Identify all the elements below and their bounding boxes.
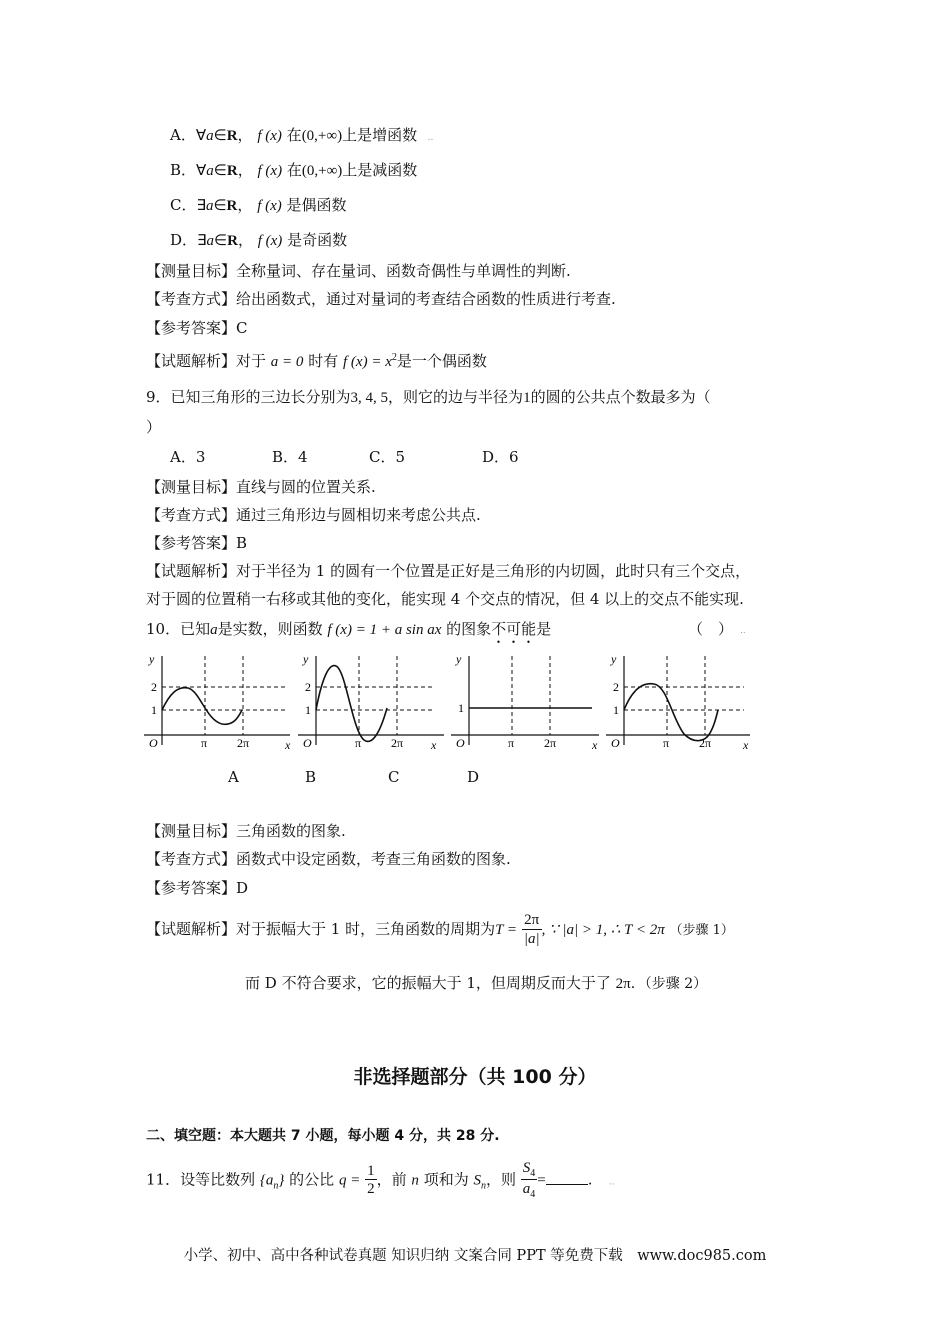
q9-option-a: A．3 — [170, 448, 206, 466]
fraction-q: $\frac{1}{2}$ — [367, 1162, 375, 1198]
tick-pi: π — [663, 736, 670, 750]
emphasis-dotted: 不可能 — [491, 620, 537, 638]
marker-dot: .. — [597, 1177, 615, 1188]
label-y: y — [149, 652, 155, 666]
fraction-period: $\frac{2\pi}{|a|}$ — [523, 912, 540, 947]
tick-pi: π — [201, 736, 208, 750]
q11-stem: 11．设等比数列 $\{a_n\}$ 的公比 q = $\frac{1}{2}$ ，前 n 项和为 $S_n$，则 $\frac{S_4}{a_4}$ = . .. — [146, 1160, 615, 1200]
q10-target: 【测量目标】三角函数的图象. — [146, 822, 346, 840]
graph-label-c: C — [388, 768, 400, 786]
footer-text: 小学、初中、高中各种试卷真题 知识归纳 文案合同 PPT 等免费下载 www.doc985.com — [183, 1248, 767, 1264]
q10-analysis: 【试题解析】对于振幅大于 1 时，三角函数的周期为T = $\frac{2\pi}{|a|}$ , ∵ |a| > 1, ∴ T < 2π （步骤 1） — [146, 912, 734, 947]
curve — [162, 688, 242, 725]
tick-pi: π — [355, 736, 362, 750]
tick-2: 2 — [613, 680, 619, 694]
graph-c — [451, 652, 599, 752]
q9-analysis-1: 【试题解析】对于半径为 1 的圆有一个位置是正好是三角形的内切圆，此时只有三个交点， — [146, 562, 751, 580]
q10-graphs — [140, 648, 760, 753]
section-part: 二、填空题：本大题共 7 小题，每小题 4 分，共 28 分. — [146, 1128, 500, 1144]
label-x: x — [431, 738, 437, 752]
marker-dot: .. — [740, 626, 746, 636]
q8-target: 【测量目标】全称量词、存在量词、函数奇偶性与单调性的判断. — [146, 262, 571, 280]
graph-a — [144, 652, 291, 752]
graph-b — [298, 652, 444, 752]
curve — [624, 684, 718, 741]
q8-answer: 【参考答案】C — [146, 319, 248, 337]
section-title: 非选择题部分（共 100 分） — [353, 1066, 597, 1088]
q9-stem-close: ） — [146, 418, 162, 436]
graph-d — [606, 652, 750, 752]
origin-label: O — [611, 736, 620, 750]
q10-answer-paren: （ ） — [688, 620, 734, 638]
q10-answer: 【参考答案】D — [146, 879, 249, 897]
tick-2pi: 2π — [699, 736, 712, 750]
label-x: x — [743, 738, 749, 752]
label-y: y — [611, 652, 617, 666]
origin-label: O — [456, 736, 465, 750]
graph-label-d: D — [467, 768, 480, 786]
curve — [316, 666, 387, 742]
tick-2pi: 2π — [544, 736, 557, 750]
q10-method: 【考查方式】函数式中设定函数，考查三角函数的图象. — [146, 850, 511, 868]
q8-option-c: C．∃a∈R， f (x) 是偶函数 — [170, 196, 347, 214]
q9-option-d: D．6 — [482, 448, 519, 466]
q9-option-b: B．4 — [272, 448, 308, 466]
q8-option-a: A．∀a∈R， f (x) 在(0,+∞)上是增函数 .. — [170, 126, 434, 144]
fraction-ratio: $\frac{S_4}{a_4}$ — [522, 1160, 536, 1200]
q8-option-b: B．∀a∈R， f (x) 在(0,+∞)上是减函数 — [170, 161, 418, 179]
tick-2: 2 — [305, 680, 311, 694]
q8-method: 【考查方式】给出函数式，通过对量词的考查结合函数的性质进行考查. — [146, 290, 616, 308]
q10-stem: 10．已知a是实数，则函数 f (x) = 1 + a sin ax 的图象不可能是 — [146, 620, 552, 638]
q9-analysis-2: 对于圆的位置稍一右移或其他的变化，能实现 4 个交点的情况，但 4 以上的交点不能实现. — [146, 590, 744, 608]
origin-label: O — [303, 736, 312, 750]
q9-stem: 9．已知三角形的三边长分别为3, 4, 5，则它的边与半径为1的圆的公共点个数最多为（ — [146, 388, 711, 406]
label-x: x — [285, 738, 291, 752]
tick-2: 2 — [151, 680, 157, 694]
q8-option-d: D．∃a∈R， f (x) 是奇函数 — [170, 231, 348, 249]
q9-option-c: C．5 — [369, 448, 406, 466]
q9-method: 【考查方式】通过三角形边与圆相切来考虑公共点. — [146, 506, 481, 524]
origin-label: O — [149, 736, 158, 750]
tick-1: 1 — [458, 701, 464, 715]
q10-analysis-2: 而 D 不符合要求，它的振幅大于 1，但周期反而大于了 2π．（步骤 2） — [245, 974, 708, 992]
label-y: y — [456, 652, 462, 666]
tick-1: 1 — [151, 703, 157, 717]
tick-2pi: 2π — [391, 736, 404, 750]
tick-2pi: 2π — [237, 736, 250, 750]
tick-pi: π — [508, 736, 515, 750]
graph-label-b: B — [305, 768, 317, 786]
graph-label-a: A — [228, 768, 239, 786]
q8-analysis: 【试题解析】对于 a = 0 时有 f $(x) = x^2$是一个偶函数 — [146, 352, 487, 370]
tick-1: 1 — [305, 703, 311, 717]
answer-blank[interactable] — [546, 1170, 588, 1185]
label-x: x — [592, 738, 598, 752]
q9-answer: 【参考答案】B — [146, 534, 248, 552]
label-y: y — [303, 652, 309, 666]
tick-1: 1 — [613, 703, 619, 717]
q9-target: 【测量目标】直线与圆的位置关系. — [146, 478, 376, 496]
marker-dot: .. — [421, 133, 434, 143]
